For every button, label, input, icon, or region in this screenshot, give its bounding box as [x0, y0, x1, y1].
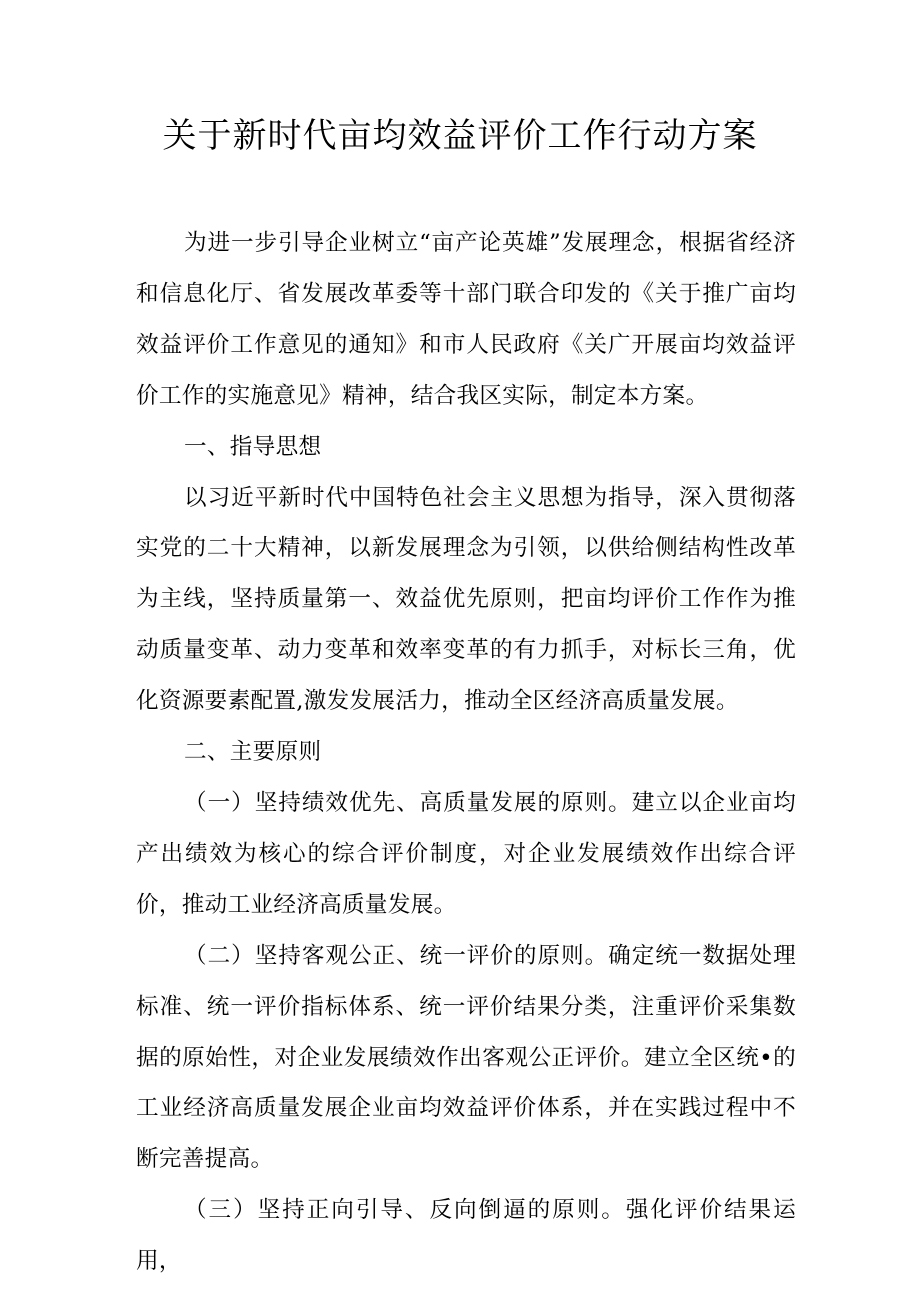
paragraph-principle-1: （一）坚持绩效优先、高质量发展的原则。建立以企业亩均产出绩效为核心的综合评价制度，对企业发展绩效作出综合评价，推动工业经济高质量发展。 [136, 789, 796, 918]
heading-main-principles: 二、主要原则 [184, 739, 322, 766]
heading-guiding-ideology: 一、指导思想 [184, 433, 322, 460]
paragraph-principle-3: （三）坚持正向引导、反向倒逼的原则。强化评价结果运用， [136, 1197, 796, 1275]
paragraph-guiding-ideology: 以习近平新时代中国特色社会主义思想为指导，深入贯彻落实党的二十大精神，以新发展理念为引领，以供给侧结构性改革为主线，坚持质量第一、效益优先原则，把亩均评价工作作为推动质量变革、动力变革和效率变革的有力抓手，对标长三角，优化资源要素配置,激发发展活力，推动全区经济高质量发展。 [136, 484, 796, 715]
document-body [136, 218, 796, 1287]
document-title: 关于新时代亩均效益评价工作行动方案 [162, 116, 758, 156]
paragraph-intro: 为进一步引导企业树立“亩产论英雄”发展理念，根据省经济和信息化厅、省发展改革委等十部门联合印发的《关于推广亩均效益评价工作意见的通知》和市人民政府《关广开展亩均效益评价工作的实施意见》精神，结合我区实际，制定本方案。 [136, 230, 796, 409]
paragraph-principle-2: （二）坚持客观公正、统一评价的原则。确定统一数据处理标准、统一评价指标体系、统一评价结果分类，注重评价采集数据的原始性，对企业发展绩效作出客观公正评价。建立全区统•的工业经济高质量发展企业亩均效益评价体系，并在实践过程中不断完善提高。 [136, 942, 796, 1173]
